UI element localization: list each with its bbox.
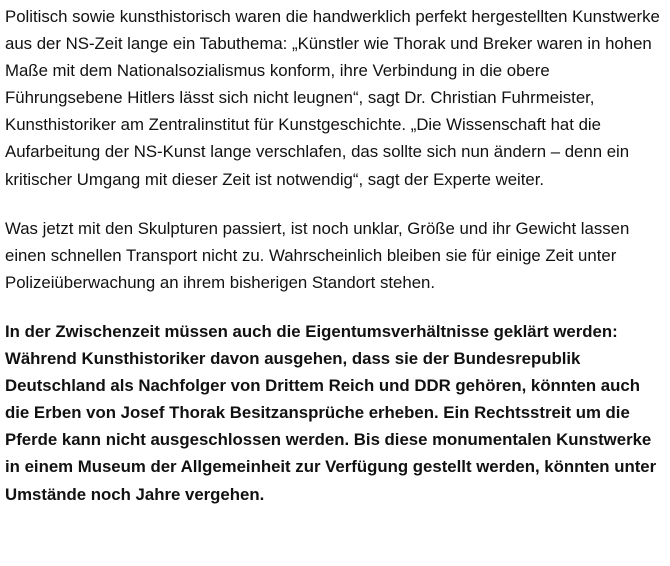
article-body (5, 3, 667, 508)
article-paragraph-2: Was jetzt mit den Skulpturen passiert, ist noch unklar, Größe und ihr Gewicht lassen einen schnellen Transport nicht zu. Wahrscheinlich bleiben sie für einige Zeit unter Polizeiüberwachung an ihrem bisherigen Standort stehen. (5, 218, 630, 292)
article-paragraph-3-bold: In der Zwischenzeit müssen auch die Eigentumsverhältnisse geklärt werden: Während Kunsthistoriker davon ausgehen, dass sie der Bundesrepublik Deutschland als Nachfolger von Drittem Reich und DDR gehören, könnten auch die Erben von Josef Thorak Besitzansprüche erheben. Ein Rechtsstreit um die Pferde kann nicht ausgeschlossen werden. Bis diese monumentalen Kunstwerke in einem Museum der Allgemeinheit zur Verfügung gestellt werden, könnten unter Umstände noch Jahre vergehen. (5, 321, 657, 504)
article-paragraph-1: Politisch sowie kunsthistorisch waren die handwerklich perfekt hergestellten Kunstwerke aus der NS-Zeit lange ein Tabuthema: „Künstler wie Thorak und Breker waren in hohen Maße mit dem Nationalsozialismus konform, ihre Verbindung in die obere Führungsebene Hitlers lässt sich nicht leugnen“, sagt Dr. Christian Fuhrmeister, Kunsthistoriker am Zentralinstitut für Kunstgeschichte. „Die Wissenschaft hat die Aufarbeitung der NS-Kunst lange verschlafen, das sollte sich nun ändern – denn ein kritischer Umgang mit dieser Zeit ist notwendig“, sagt der Experte weiter. (5, 7, 660, 189)
